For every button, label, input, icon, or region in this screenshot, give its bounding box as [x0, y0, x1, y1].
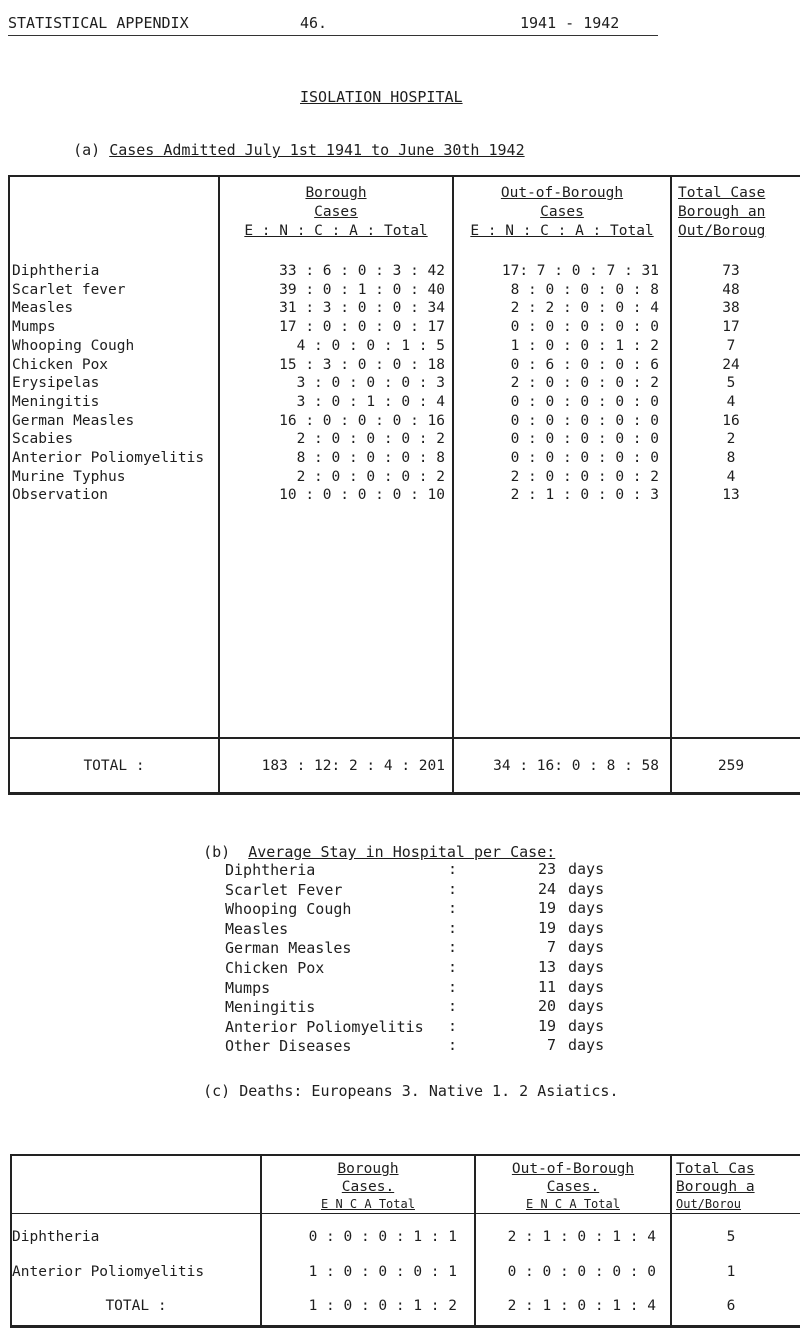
table-row-borough: 39 : 0 : 1 : 0 : 40	[279, 281, 445, 298]
table-row-total: 2	[726, 431, 736, 448]
table-row-out: 0 : 0 : 0 : 0 : 0	[510, 431, 659, 448]
stay-disease-name: German Measles	[225, 939, 352, 958]
table-row-borough: 16 : 0 : 0 : 0 : 16	[279, 412, 445, 429]
table-row-total: 8	[726, 450, 736, 466]
section-b-label: (b)	[203, 843, 231, 861]
total-header: Out/Boroug	[678, 223, 766, 239]
borough-header: E : N : C : A : Total	[244, 223, 428, 239]
out-of-borough-header: Out-of-Borough	[511, 1161, 635, 1177]
section-b-title: Average Stay in Hospital per Case:	[248, 843, 556, 861]
table-row-name: Chicken Pox	[12, 356, 109, 373]
stay-value: 13	[537, 958, 556, 976]
total-header: Total Case	[678, 185, 766, 201]
section-b-heading	[185, 825, 555, 861]
stay-separator: :	[448, 879, 458, 898]
total-row-total: 259	[717, 758, 745, 774]
table-row-borough: 8 : 0 : 0 : 0 : 8	[296, 450, 445, 466]
table-row-total: 13	[722, 487, 740, 504]
deaths-row-total: 5	[726, 1229, 736, 1245]
year-range: 1941 - 1942	[520, 14, 620, 32]
table-row-name: Measles	[12, 300, 74, 317]
table-row-borough: 3 : 0 : 0 : 0 : 3	[296, 375, 445, 392]
total-row-borough: 183 : 12: 2 : 4 : 201	[261, 758, 445, 774]
deaths-row-borough: 0 : 0 : 0 : 1 : 1	[308, 1229, 457, 1245]
table-row-total: 24	[722, 356, 740, 373]
stay-disease-name: Mumps	[225, 978, 271, 997]
table-row-borough: 31 : 3 : 0 : 0 : 34	[279, 300, 445, 317]
table-rule	[8, 737, 800, 739]
deaths-row-borough: 1 : 0 : 0 : 0 : 1	[308, 1264, 457, 1280]
table-row-out: 0 : 0 : 0 : 0 : 0	[510, 319, 659, 336]
total-row-borough: 1 : 0 : 0 : 1 : 2	[308, 1298, 457, 1314]
out-of-borough-header: E N C A Total	[526, 1197, 620, 1211]
stay-separator: :	[448, 997, 458, 1016]
stay-separator: :	[448, 1036, 458, 1055]
table-row-total: 38	[722, 300, 740, 317]
table-row-out: 1 : 0 : 0 : 1 : 2	[510, 337, 659, 354]
table-row-borough: 17 : 0 : 0 : 0 : 17	[279, 319, 445, 336]
table-rule	[10, 1213, 800, 1214]
stay-disease-name: Chicken Pox	[225, 959, 325, 977]
table-row-out: 2 : 2 : 0 : 0 : 4	[510, 300, 659, 317]
stay-value: 20	[537, 997, 556, 1016]
stay-unit: days	[568, 1036, 605, 1055]
table-row-total: 73	[722, 263, 740, 279]
total-header: Total Cas	[676, 1161, 755, 1177]
deaths-row-name: Diphtheria	[12, 1229, 100, 1245]
stay-separator: :	[448, 860, 458, 878]
table-row-borough: 10 : 0 : 0 : 0 : 10	[279, 487, 445, 504]
stay-separator: :	[448, 899, 458, 918]
table-row-total: 4	[726, 468, 736, 485]
table-row-out: 17: 7 : 0 : 7 : 31	[501, 263, 659, 279]
section-c-heading	[185, 1064, 618, 1100]
table-rule	[8, 792, 800, 795]
out-of-borough-header: Cases.	[546, 1179, 600, 1195]
table-rule	[8, 175, 10, 794]
section-a-heading	[55, 123, 525, 159]
out-of-borough-header: E : N : C : A : Total	[470, 223, 654, 239]
stay-separator: :	[448, 918, 458, 937]
stay-disease-name: Anterior Poliomyelitis	[225, 1017, 424, 1036]
stay-disease-name: Diphtheria	[225, 861, 316, 879]
table-row-name: Murine Typhus	[12, 468, 126, 485]
table-row-borough: 2 : 0 : 0 : 0 : 2	[296, 468, 445, 485]
stay-unit: days	[568, 860, 605, 878]
table-row-total: 5	[726, 375, 736, 392]
borough-header: Cases	[314, 204, 358, 220]
table-row-name: Meningitis	[12, 393, 100, 410]
table-row-out: 2 : 0 : 0 : 0 : 2	[510, 375, 659, 392]
page-number: 46.	[300, 14, 328, 32]
stay-unit: days	[568, 958, 605, 976]
table-row-name: Observation	[12, 487, 109, 504]
deaths-row-out: 0 : 0 : 0 : 0 : 0	[507, 1264, 656, 1280]
borough-header: E N C A Total	[321, 1197, 415, 1211]
stay-disease-name: Scarlet Fever	[225, 880, 343, 899]
table-row-out: 0 : 0 : 0 : 0 : 0	[510, 450, 659, 466]
table-row-borough: 3 : 0 : 1 : 0 : 4	[296, 393, 445, 410]
table-row-name: Mumps	[12, 319, 56, 336]
stay-value: 23	[537, 860, 556, 878]
table-row-name: Whooping Cough	[12, 337, 135, 354]
stay-separator: :	[448, 977, 458, 996]
stay-value: 19	[537, 918, 556, 937]
total-row-out: 34 : 16: 0 : 8 : 58	[493, 758, 659, 774]
stay-unit: days	[568, 938, 605, 957]
out-of-borough-header: Cases	[540, 204, 584, 220]
deaths-row-name: Anterior Poliomyelitis	[12, 1264, 205, 1280]
stay-separator: :	[448, 1016, 458, 1035]
table-row-borough: 4 : 0 : 0 : 1 : 5	[296, 337, 445, 354]
stay-value: 24	[537, 879, 556, 898]
table-rule	[10, 1325, 800, 1328]
section-a-title: Cases Admitted July 1st 1941 to June 30th 1942	[109, 141, 525, 159]
section-c-label: (c)	[203, 1082, 231, 1100]
stay-unit: days	[568, 997, 605, 1016]
stay-unit: days	[568, 1016, 605, 1035]
table-row-total: 7	[726, 337, 736, 354]
stay-value: 19	[537, 1016, 556, 1035]
total-row-total: 6	[726, 1298, 736, 1314]
total-row-label: TOTAL :	[105, 1298, 167, 1314]
total-row-label: TOTAL :	[83, 758, 145, 774]
stay-disease-name: Other Diseases	[225, 1037, 352, 1056]
table-row-name: German Measles	[12, 412, 135, 429]
deaths-row-out: 2 : 1 : 0 : 1 : 4	[507, 1229, 656, 1245]
page-title: ISOLATION HOSPITAL	[300, 88, 463, 106]
section-a-label: (a)	[73, 141, 101, 159]
table-row-total: 16	[722, 412, 740, 429]
stay-value: 11	[537, 977, 556, 996]
table-row-out: 2 : 0 : 0 : 0 : 2	[510, 468, 659, 485]
table-row-borough: 33 : 6 : 0 : 3 : 42	[279, 263, 445, 279]
table-row-name: Scarlet fever	[12, 281, 126, 298]
table-row-out: 0 : 6 : 0 : 0 : 6	[510, 356, 659, 373]
deaths-summary: Deaths: Europeans 3. Native 1. 2 Asiatics.	[239, 1082, 619, 1100]
out-of-borough-header: Out-of-Borough	[500, 185, 624, 201]
table-row-out: 0 : 0 : 0 : 0 : 0	[510, 393, 659, 410]
stay-value: 7	[546, 1036, 556, 1055]
total-header: Out/Borou	[676, 1197, 742, 1211]
stay-disease-name: Measles	[225, 919, 289, 938]
stay-unit: days	[568, 899, 605, 918]
total-header: Borough an	[678, 204, 766, 220]
stay-separator: :	[448, 958, 458, 976]
borough-header: Borough	[337, 1161, 399, 1177]
stay-unit: days	[568, 977, 605, 996]
table-row-out: 2 : 1 : 0 : 0 : 3	[510, 487, 659, 504]
table-row-name: Anterior Poliomyelitis	[12, 450, 205, 466]
total-row-out: 2 : 1 : 0 : 1 : 4	[507, 1298, 656, 1314]
stay-separator: :	[448, 938, 458, 957]
appendix-title: STATISTICAL APPENDIX	[8, 14, 189, 32]
table-rule	[10, 1154, 800, 1156]
stay-unit: days	[568, 918, 605, 937]
borough-header: Cases.	[341, 1179, 395, 1195]
table-row-borough: 2 : 0 : 0 : 0 : 2	[296, 431, 445, 448]
table-row-name: Scabies	[12, 431, 74, 448]
total-header: Borough a	[676, 1179, 755, 1195]
stay-value: 7	[546, 938, 556, 957]
table-row-total: 4	[726, 393, 736, 410]
stay-disease-name: Meningitis	[225, 998, 316, 1017]
table-row-name: Diphtheria	[12, 263, 100, 279]
table-row-total: 17	[722, 319, 740, 336]
table-row-total: 48	[722, 281, 740, 298]
stay-disease-name: Whooping Cough	[225, 900, 352, 919]
table-row-out: 8 : 0 : 0 : 0 : 8	[510, 281, 659, 298]
table-row-name: Erysipelas	[12, 375, 100, 392]
header-rule	[8, 35, 658, 36]
borough-header: Borough	[305, 185, 367, 201]
table-rule	[8, 175, 800, 177]
stay-unit: days	[568, 879, 605, 898]
table-row-out: 0 : 0 : 0 : 0 : 0	[510, 412, 659, 429]
stay-value: 19	[537, 899, 556, 918]
table-row-borough: 15 : 3 : 0 : 0 : 18	[279, 356, 445, 373]
deaths-row-total: 1	[726, 1264, 736, 1280]
